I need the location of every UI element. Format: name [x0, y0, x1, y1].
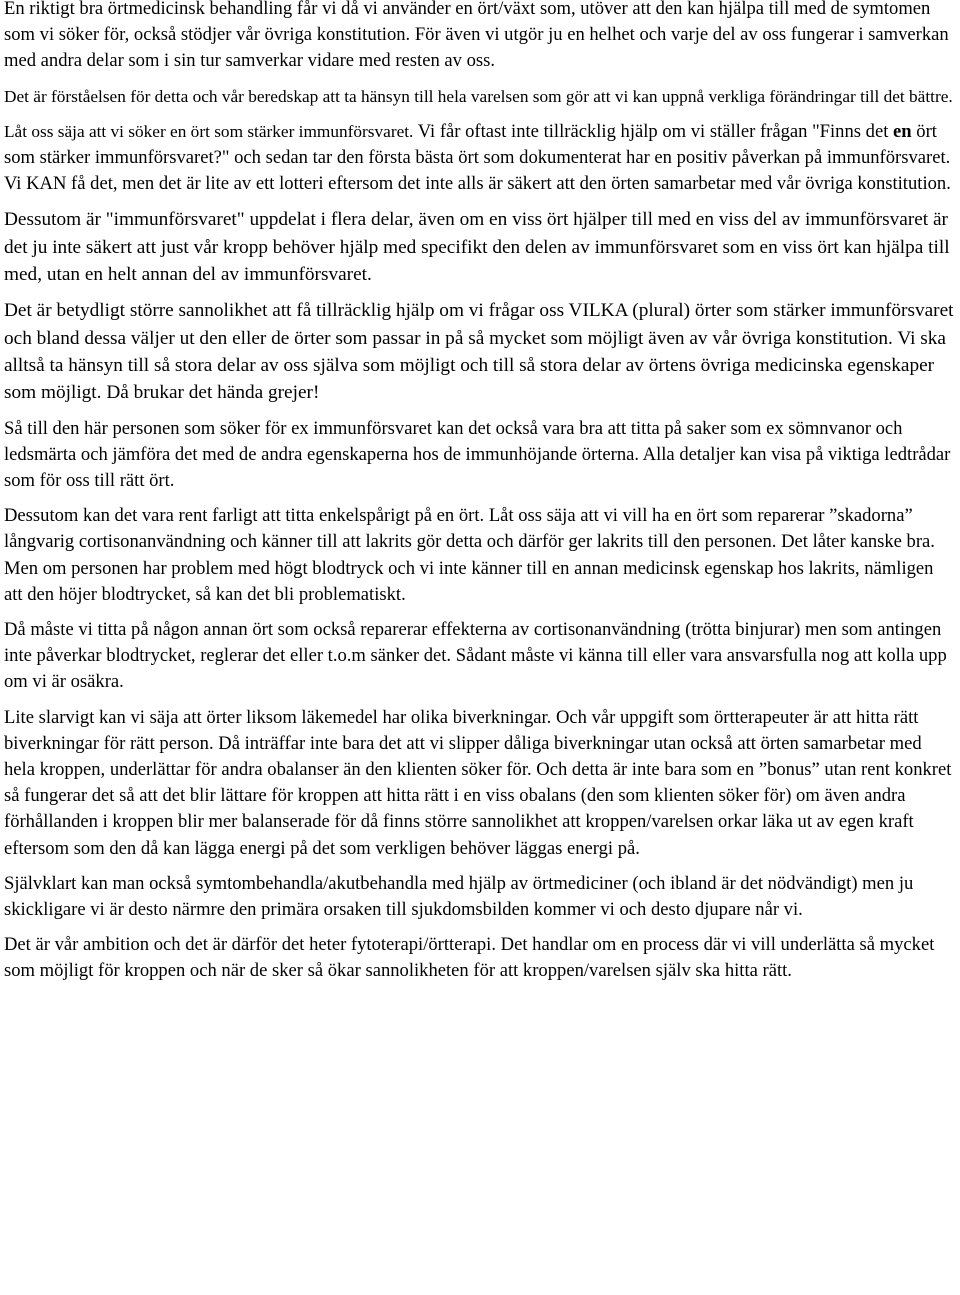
text-segment: Vi får oftast inte tillräcklig hjälp om vi ställer frågan "Finns det: [417, 120, 894, 142]
text-segment: Självklart kan man också symtombehandla/akutbehandla med hjälp av örtmediciner (och ibland är det nödvändigt) men ju skickligare vi är desto närmre den primära orsaken till sjukdomsbilden kommer vi och desto djupare når vi.: [4, 872, 914, 920]
paragraph-5: [4, 297, 956, 406]
text-segment: Dessutom är "immunförsvaret" uppdelat i flera delar, även om en viss ört hjälper till med en viss del av immunförsvaret är det ju inte säkert att just vår kropp behöver hjälp med specifikt den delen av immunförsvaret som en viss ört kan hjälpa till med, utan en helt annan del av immunförsvaret.: [4, 209, 950, 286]
text-segment: Och vår uppgift som örtterapeuter är att hitta rätt biverkningar för rätt person.: [4, 706, 919, 754]
paragraph-11: [4, 932, 956, 984]
text-segment: En riktigt bra örtmedicinsk behandling får vi då vi använder en ört/växt som, utöver att den kan hjälpa till med de symtomen som vi söker för, också stödjer vår övriga konstitution.: [4, 0, 931, 46]
paragraph-3: [4, 119, 956, 198]
text-segment: Men om personen har problem med högt blodtryck och vi inte känner till en annan medicinsk egenskap hos lakrits, nämligen att den höjer blodtrycket, så kan det bli problematiskt.: [4, 557, 934, 605]
paragraph-6: [4, 416, 956, 495]
paragraph-8: [4, 617, 956, 696]
text-segment: Alla detaljer kan visa på viktiga ledtrådar som för oss till rätt ört.: [4, 443, 951, 491]
paragraph-9: [4, 705, 956, 862]
text-segment: Låt oss säja att vi vill ha en ört som reparerar ”skadorna” långvarig cortisonanvändning och känner till att lakrits gör detta och därför ger lakrits till den personen.: [4, 505, 913, 553]
text-segment: Och detta är inte bara som en ”bonus” utan rent konkret så fungerar det så att det blir lättare för kroppen att hitta rätt i en viss obalans (den som klienten söker för) om även andra förhållanden i kroppen blir mer balanserade för då finns större sannolikhet att kroppen/varelsen orkar läka ut av egen kraft eftersom som den då kan lägga energi på det som verkligen behöver läggas energi på.: [4, 758, 952, 859]
text-segment: Låt oss säja att vi söker en ört som stärker immunförsvaret.: [4, 121, 418, 141]
paragraph-2: [4, 84, 956, 110]
text-segment: Sådant måste vi känna till eller vara ansvarsfulla nog att kolla upp om vi är osäkra.: [4, 645, 947, 693]
text-segment: ört som stärker immunförsvaret?" och sedan tar den första bästa ört som dokumenterat har en positiv påverkan på immunförsvaret.: [4, 120, 951, 169]
text-segment: Det låter kanske bra.: [781, 531, 935, 553]
paragraph-7: [4, 503, 956, 608]
emphasized-word: en: [893, 120, 912, 142]
paragraph-1: [4, 0, 956, 75]
text-segment: Då inträffar inte bara det att vi slipper dåliga biverkningar utan också att örten samarbetar med hela kroppen, underlättar för andra obalanser än den klienten söker för.: [4, 732, 922, 780]
text-segment: För även vi utgör ju en helhet och varje del av oss fungerar i samverkan med andra delar som i sin tur samverkar vidare med resten av oss.: [4, 24, 949, 72]
text-segment: Då brukar det hända grejer!: [106, 382, 320, 404]
text-segment: Lite slarvigt kan vi säja att örter liksom läkemedel har olika biverkningar.: [4, 706, 556, 728]
text-segment: Vi ska alltså ta hänsyn till så stora delar av oss själva som möjligt och till så stora delar av örtens övriga medicinska egenskaper som möjligt.: [4, 327, 946, 404]
text-segment: Det handlar om en process där vi vill underlätta så mycket som möjligt för kroppen och när de sker så ökar sannolikheten för att kroppen/varelsen själv ska hitta rätt.: [4, 934, 935, 982]
paragraph-10: [4, 871, 956, 923]
paragraph-4: [4, 206, 956, 288]
text-segment: Vi KAN få det, men det är lite av ett lotteri eftersom det inte alls är säkert att den örten samarbetar med vår övriga konstitution.: [4, 173, 951, 195]
text-segment: Det är förståelsen för detta och vår beredskap att ta hänsyn till hela varelsen som gör att vi kan uppnå verkliga förändringar till det bättre.: [4, 86, 953, 106]
text-segment: Så till den här personen som söker för ex immunförsvaret kan det också vara bra att titta på saker som ex sömnvanor och ledsmärta och jämföra det med de andra egenskaperna hos de immunhöjande örterna.: [4, 417, 903, 465]
text-segment: Det är betydligt större sannolikhet att få tillräcklig hjälp om vi frågar oss VILKA (plural) örter som stärker immunförsvaret och bland dessa väljer ut den eller de örter som passar in på så mycket som möjligt även av vår övriga konstitution.: [4, 300, 954, 349]
text-segment: Då måste vi titta på någon annan ört som också reparerar effekterna av cortisonanvändning (trötta binjurar) men som antingen inte påverkar blodtrycket, reglerar det eller t.o.m sänker det.: [4, 618, 942, 667]
text-segment: Dessutom kan det vara rent farligt att titta enkelspårigt på en ört.: [4, 505, 489, 527]
text-segment: Det är vår ambition och det är därför det heter fytoterapi/örtterapi.: [4, 934, 501, 956]
